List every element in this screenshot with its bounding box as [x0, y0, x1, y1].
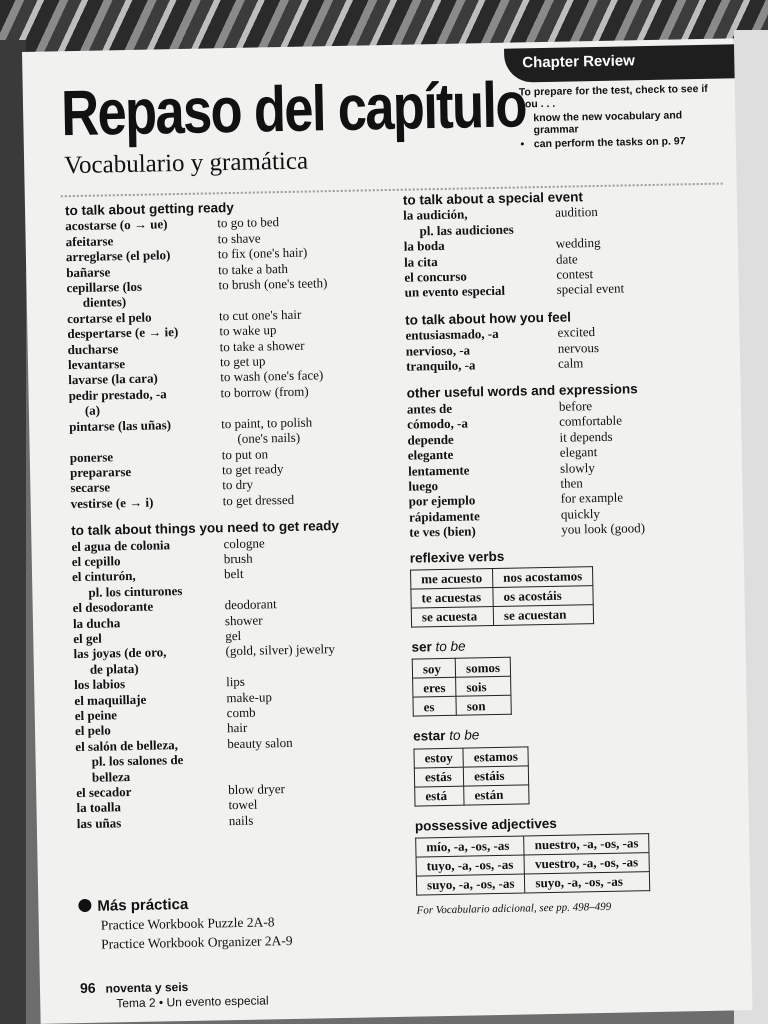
- spanish-term: pl. las audiciones: [419, 221, 514, 239]
- table-cell: sois: [456, 677, 511, 697]
- table-cell: soy: [412, 659, 455, 679]
- table-row: [411, 605, 593, 627]
- english-meaning: deodorant: [224, 596, 277, 613]
- section-heading: reflexive verbs: [409, 548, 505, 566]
- english-meaning: to take a shower: [219, 337, 305, 354]
- spanish-term: la boda: [403, 238, 445, 254]
- table-cell: suyo, -a, -os, -as: [416, 874, 525, 895]
- english-meaning: excited: [557, 324, 596, 341]
- table-row: [414, 747, 529, 768]
- mas-practica-box: [78, 893, 293, 954]
- english-meaning: then: [560, 475, 583, 491]
- english-meaning: to take a bath: [218, 260, 289, 277]
- table-cell: está: [415, 786, 465, 806]
- section-heading: other useful words and expressions: [406, 381, 638, 402]
- spanish-term: pl. los cinturones: [88, 582, 183, 600]
- table-cell: eres: [413, 678, 456, 698]
- english-meaning: towel: [228, 797, 258, 813]
- english-meaning: to go to bed: [217, 214, 280, 231]
- english-meaning: nervous: [557, 339, 600, 356]
- table-cell: están: [464, 785, 529, 805]
- spanish-term: pintarse (las uñas): [69, 416, 172, 434]
- bullet-icon: [78, 899, 91, 912]
- english-meaning: audition: [555, 204, 598, 221]
- english-meaning: wedding: [555, 235, 601, 252]
- english-meaning: nails: [228, 812, 254, 829]
- prepare-item: • can perform the tasks on p. 97: [534, 135, 710, 150]
- table-row: [412, 658, 510, 679]
- spanish-term: elegante: [407, 446, 454, 463]
- page-title: Repaso del capítulo: [60, 68, 527, 150]
- spanish-term: bañarse: [66, 263, 111, 280]
- spanish-term: los labios: [74, 676, 126, 693]
- english-meaning: (gold, silver) jewelry: [225, 641, 336, 659]
- english-meaning: to borrow (from): [220, 383, 309, 401]
- english-meaning: gel: [225, 627, 242, 644]
- page-words: noventa y seis: [105, 979, 189, 996]
- english-meaning: to get up: [219, 353, 266, 370]
- section-heading: to talk about getting ready: [64, 199, 234, 219]
- spanish-term: te ves (bien): [409, 523, 476, 540]
- table-cell: nuestro, -a, -os, -as: [524, 834, 649, 855]
- table-cell: nos acostamos: [493, 567, 593, 588]
- spanish-term: la cita: [403, 253, 438, 270]
- table-cell: suyo, -a, -os, -as: [525, 872, 650, 893]
- english-meaning: calm: [557, 355, 584, 371]
- table-cell: estoy: [414, 748, 464, 768]
- chapter-label: Tema 2 • Un evento especial: [116, 993, 269, 1011]
- table-cell: se acuesta: [411, 606, 493, 627]
- table-row: [413, 696, 511, 717]
- spanish-term: el salón de belleza,: [75, 736, 179, 754]
- english-meaning: to dry: [222, 476, 254, 493]
- table-cell: vuestro, -a, -os, -as: [524, 853, 649, 874]
- english-meaning: to get ready: [221, 460, 284, 478]
- table-cell: estamos: [463, 747, 528, 767]
- table-cell: estáis: [463, 766, 528, 786]
- spanish-term: el concurso: [404, 268, 467, 285]
- table-cell: te acuestas: [411, 587, 493, 608]
- table-cell: son: [456, 696, 511, 716]
- english-meaning: slowly: [559, 459, 595, 476]
- spanish-term: lentamente: [407, 461, 470, 479]
- table-cell: os acostáis: [493, 586, 593, 607]
- english-meaning: you look (good): [561, 520, 646, 537]
- spanish-term: las joyas (de oro,: [73, 644, 167, 662]
- vocab-list: [71, 532, 407, 831]
- page-footer: [80, 977, 269, 1012]
- english-meaning: to wash (one's face): [220, 367, 324, 385]
- table-cell: es: [413, 697, 456, 717]
- right-column: [403, 187, 737, 920]
- english-meaning: elegant: [559, 444, 598, 460]
- english-meaning: quickly: [560, 505, 601, 522]
- vocab-note: For Vocabulario adicional, see pp. 498–499: [416, 901, 612, 917]
- page-subtitle: Vocabulario y gramática: [63, 147, 309, 180]
- spanish-term: antes de: [406, 400, 453, 417]
- english-meaning: to wake up: [219, 322, 277, 339]
- english-meaning: for example: [560, 489, 624, 507]
- spanish-term: despertarse (e → ie): [67, 324, 179, 342]
- spanish-term: el agua de colonia: [71, 536, 171, 554]
- page-number: 96: [79, 979, 96, 997]
- table-row: [414, 766, 529, 787]
- english-meaning: to cut one's hair: [218, 306, 302, 324]
- section-heading: possessive adjectives: [414, 815, 557, 834]
- vocab-list: [403, 202, 725, 301]
- spanish-term: levantarse: [67, 356, 126, 373]
- spanish-term: el cepillo: [71, 553, 121, 570]
- spanish-term: la toalla: [76, 799, 122, 816]
- spanish-term: el maquillaje: [74, 691, 147, 708]
- english-meaning: comb: [226, 704, 256, 721]
- spanish-term: dientes): [82, 294, 127, 311]
- table-cell: tuyo, -a, -os, -as: [416, 855, 525, 876]
- estar-table: [413, 746, 529, 806]
- ser-table: [412, 657, 512, 717]
- spanish-term: un evento especial: [404, 283, 506, 301]
- english-meaning: make-up: [226, 688, 273, 705]
- english-meaning: cologne: [223, 534, 265, 551]
- spanish-term: nervioso, -a: [405, 342, 471, 359]
- spanish-term: belleza: [91, 768, 131, 785]
- spanish-term: el peine: [74, 707, 118, 724]
- spanish-term: arreglarse (el pelo): [65, 247, 171, 265]
- english-meaning: to fix (one's hair): [217, 244, 308, 262]
- english-meaning: blow dryer: [228, 781, 286, 798]
- prepare-item: • know the new vocabulary and grammar: [533, 109, 709, 136]
- prepare-intro: To prepare for the test, check to see if you . . .: [518, 82, 708, 111]
- spanish-term: la ducha: [72, 614, 121, 631]
- english-meaning: date: [555, 250, 578, 267]
- table-row: [413, 677, 511, 698]
- english-meaning: to put on: [221, 445, 269, 462]
- spanish-term: pl. los salones de: [91, 752, 184, 770]
- spanish-term: cepillarse (los: [66, 278, 143, 296]
- mas-practica-heading: Más práctica: [78, 893, 292, 916]
- english-meaning: shower: [224, 612, 263, 628]
- table-cell: mío, -a, -os, -as: [416, 836, 525, 857]
- practice-line: Practice Workbook Puzzle 2A-8: [100, 914, 275, 933]
- english-meaning: belt: [223, 566, 244, 582]
- binding-shadow: [0, 40, 26, 1024]
- spanish-term: lavarse (la cara): [68, 370, 158, 388]
- reflexive-table: [410, 566, 594, 628]
- spanish-term: luego: [408, 478, 439, 494]
- spanish-term: el desodorante: [72, 598, 154, 616]
- spanish-term: de plata): [89, 660, 139, 677]
- section-heading: ser to be: [411, 638, 466, 655]
- spanish-term: pedir prestado, -a: [68, 386, 167, 404]
- table-row: [415, 785, 530, 806]
- english-meaning: brush: [223, 550, 253, 567]
- spanish-term: entusiasmado, -a: [405, 326, 499, 343]
- vocab-list: [407, 395, 730, 540]
- spanish-term: afeitarse: [65, 233, 114, 250]
- spanish-term: (a): [84, 402, 101, 419]
- prepare-box: [519, 83, 710, 151]
- spanish-term: el gel: [73, 630, 102, 647]
- english-meaning: comfortable: [559, 412, 623, 430]
- spanish-term: rápidamente: [408, 508, 480, 525]
- english-meaning: contest: [556, 266, 594, 282]
- vocab-list: [65, 212, 401, 511]
- table-cell: estás: [414, 767, 464, 787]
- spanish-term: las uñas: [76, 815, 122, 831]
- spanish-term: ducharse: [67, 340, 119, 357]
- textbook-page: [22, 38, 753, 1023]
- spanish-term: por ejemplo: [408, 492, 476, 509]
- english-meaning: special event: [556, 280, 625, 298]
- english-meaning: to get dressed: [222, 491, 295, 508]
- chapter-review-tab: Chapter Review: [504, 44, 745, 83]
- vocab-list: [405, 322, 726, 374]
- spanish-term: cortarse el pelo: [66, 309, 152, 327]
- english-meaning: to shave: [217, 230, 261, 247]
- section-heading: to talk about things you need to get ready: [71, 518, 340, 539]
- table-cell: me acuesto: [411, 568, 493, 589]
- section-heading: to talk about a special event: [402, 189, 584, 208]
- english-meaning: beauty salon: [227, 734, 293, 751]
- english-meaning: (one's nails): [237, 429, 301, 447]
- spanish-term: el secador: [76, 784, 132, 801]
- english-meaning: to paint, to polish: [221, 414, 313, 431]
- spanish-term: la audición,: [403, 206, 468, 224]
- english-meaning: hair: [226, 720, 248, 736]
- table-cell: somos: [455, 658, 510, 678]
- spanish-term: el cinturón,: [71, 568, 136, 585]
- spanish-term: cómodo, -a: [407, 415, 469, 432]
- spanish-term: el pelo: [74, 722, 111, 739]
- english-meaning: it depends: [559, 428, 613, 445]
- practice-line: Practice Workbook Organizer 2A-9: [100, 932, 293, 952]
- english-meaning: lips: [225, 674, 246, 690]
- spanish-term: vestirse (e → i): [70, 494, 154, 511]
- left-column: [65, 197, 407, 831]
- spanish-term: secarse: [70, 479, 111, 496]
- table-row: [416, 872, 649, 895]
- prepare-list: [519, 109, 710, 151]
- spanish-term: prepararse: [69, 463, 132, 481]
- section-heading: estar to be: [413, 727, 480, 744]
- english-meaning: to brush (one's teeth): [218, 275, 328, 293]
- possessive-table: [415, 833, 650, 895]
- spanish-term: tranquilo, -a: [405, 357, 476, 374]
- spanish-term: ponerse: [69, 448, 114, 465]
- table-cell: se acuestan: [493, 605, 593, 626]
- english-meaning: before: [558, 397, 593, 414]
- spanish-term: acostarse (o → ue): [65, 216, 168, 234]
- section-heading: to talk about how you feel: [405, 309, 572, 328]
- spanish-term: depende: [407, 431, 454, 448]
